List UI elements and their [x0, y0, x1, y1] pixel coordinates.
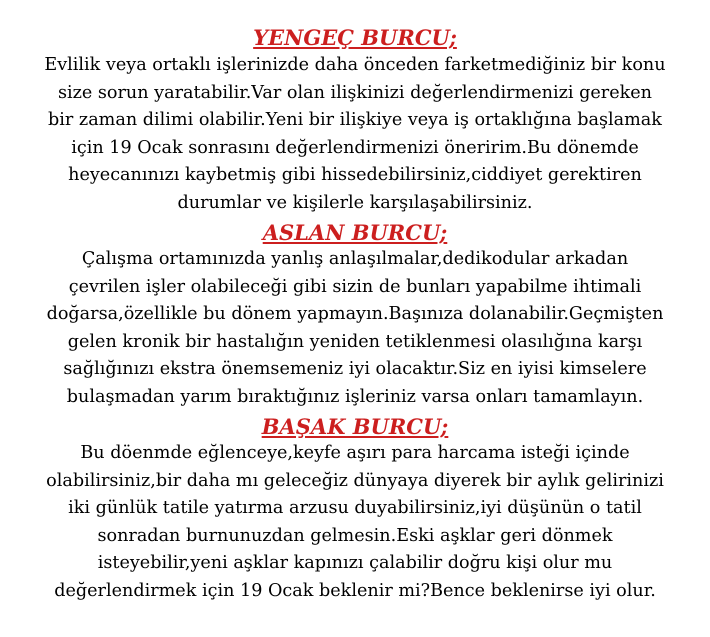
text-line: Bu döenmde eğlenceye,keyfe aşırı para harcama isteği içinde — [80, 443, 630, 463]
text-line: için 19 Ocak sonrasını değerlendirmenizi öneririm.Bu dönemde — [71, 137, 639, 158]
text-line: değerlendirmek için 19 Ocak beklenir mi?Bence beklenirse iyi olur. — [54, 580, 656, 601]
section-body-yengec — [0, 52, 710, 217]
text-line: iki günlük tatile yatırma arzusu duyabilirsiniz,iyi düşünün o tatil — [68, 498, 642, 518]
text-line: sonradan burnunuzdan gelmesin.Eski aşklar geri dönmek — [97, 525, 613, 546]
section-title-basak: BAŞAK BURCU; — [261, 414, 449, 439]
section-yengec — [0, 24, 710, 217]
text-line: heyecanınızı kaybetmiş gibi hissedebilirsiniz,ciddiyet gerektiren — [68, 165, 642, 185]
text-line: olabilirsiniz,bir daha mı geleceğiz dünyaya diyerek bir aylık gelirinizi — [46, 470, 664, 491]
section-body-aslan — [0, 246, 710, 411]
text-line: Evlilik veya ortaklı işlerinizde daha önceden farketmediğiniz bir konu — [44, 55, 666, 75]
section-title-yengec: YENGEÇ BURCU; — [253, 25, 457, 50]
text-line: doğarsa,özellikle bu dönem yapmayın.Başınıza dolanabilir.Geçmişten — [46, 304, 664, 324]
horoscope-document — [0, 24, 710, 605]
text-line: bulaşmadan yarım bıraktığınız işleriniz varsa onları tamamlayın. — [66, 386, 644, 407]
text-line: isteyebilir,yeni aşklar kapınızı çalabilir doğru kişi olur mu — [97, 553, 613, 573]
text-line: sağlığınızı ekstra önemsemeniz iyi olacaktır.Siz en iyisi kimselere — [63, 359, 647, 379]
text-line: Çalışma ortamınızda yanlış anlaşılmalar,dedikodular arkadan — [81, 249, 629, 269]
text-line: size sorun yaratabilir.Var olan ilişkinizi değerlendirmenizi gereken — [57, 82, 653, 103]
text-line: bir zaman dilimi olabilir.Yeni bir ilişkiye veya iş ortaklığına başlamak — [48, 110, 662, 130]
text-line: gelen kronik bir hastalığın yeniden tetiklenmesi olasılığına karşı — [67, 331, 643, 352]
text-line: durumlar ve kişilerle karşılaşabilirsiniz. — [177, 192, 533, 213]
section-aslan — [0, 219, 710, 411]
text-line: çevrilen işler olabileceği gibi sizin de bunları yapabilme ihtimali — [68, 276, 642, 297]
section-title-aslan: ASLAN BURCU; — [262, 220, 448, 245]
section-basak — [0, 413, 710, 605]
section-body-basak — [0, 440, 710, 605]
